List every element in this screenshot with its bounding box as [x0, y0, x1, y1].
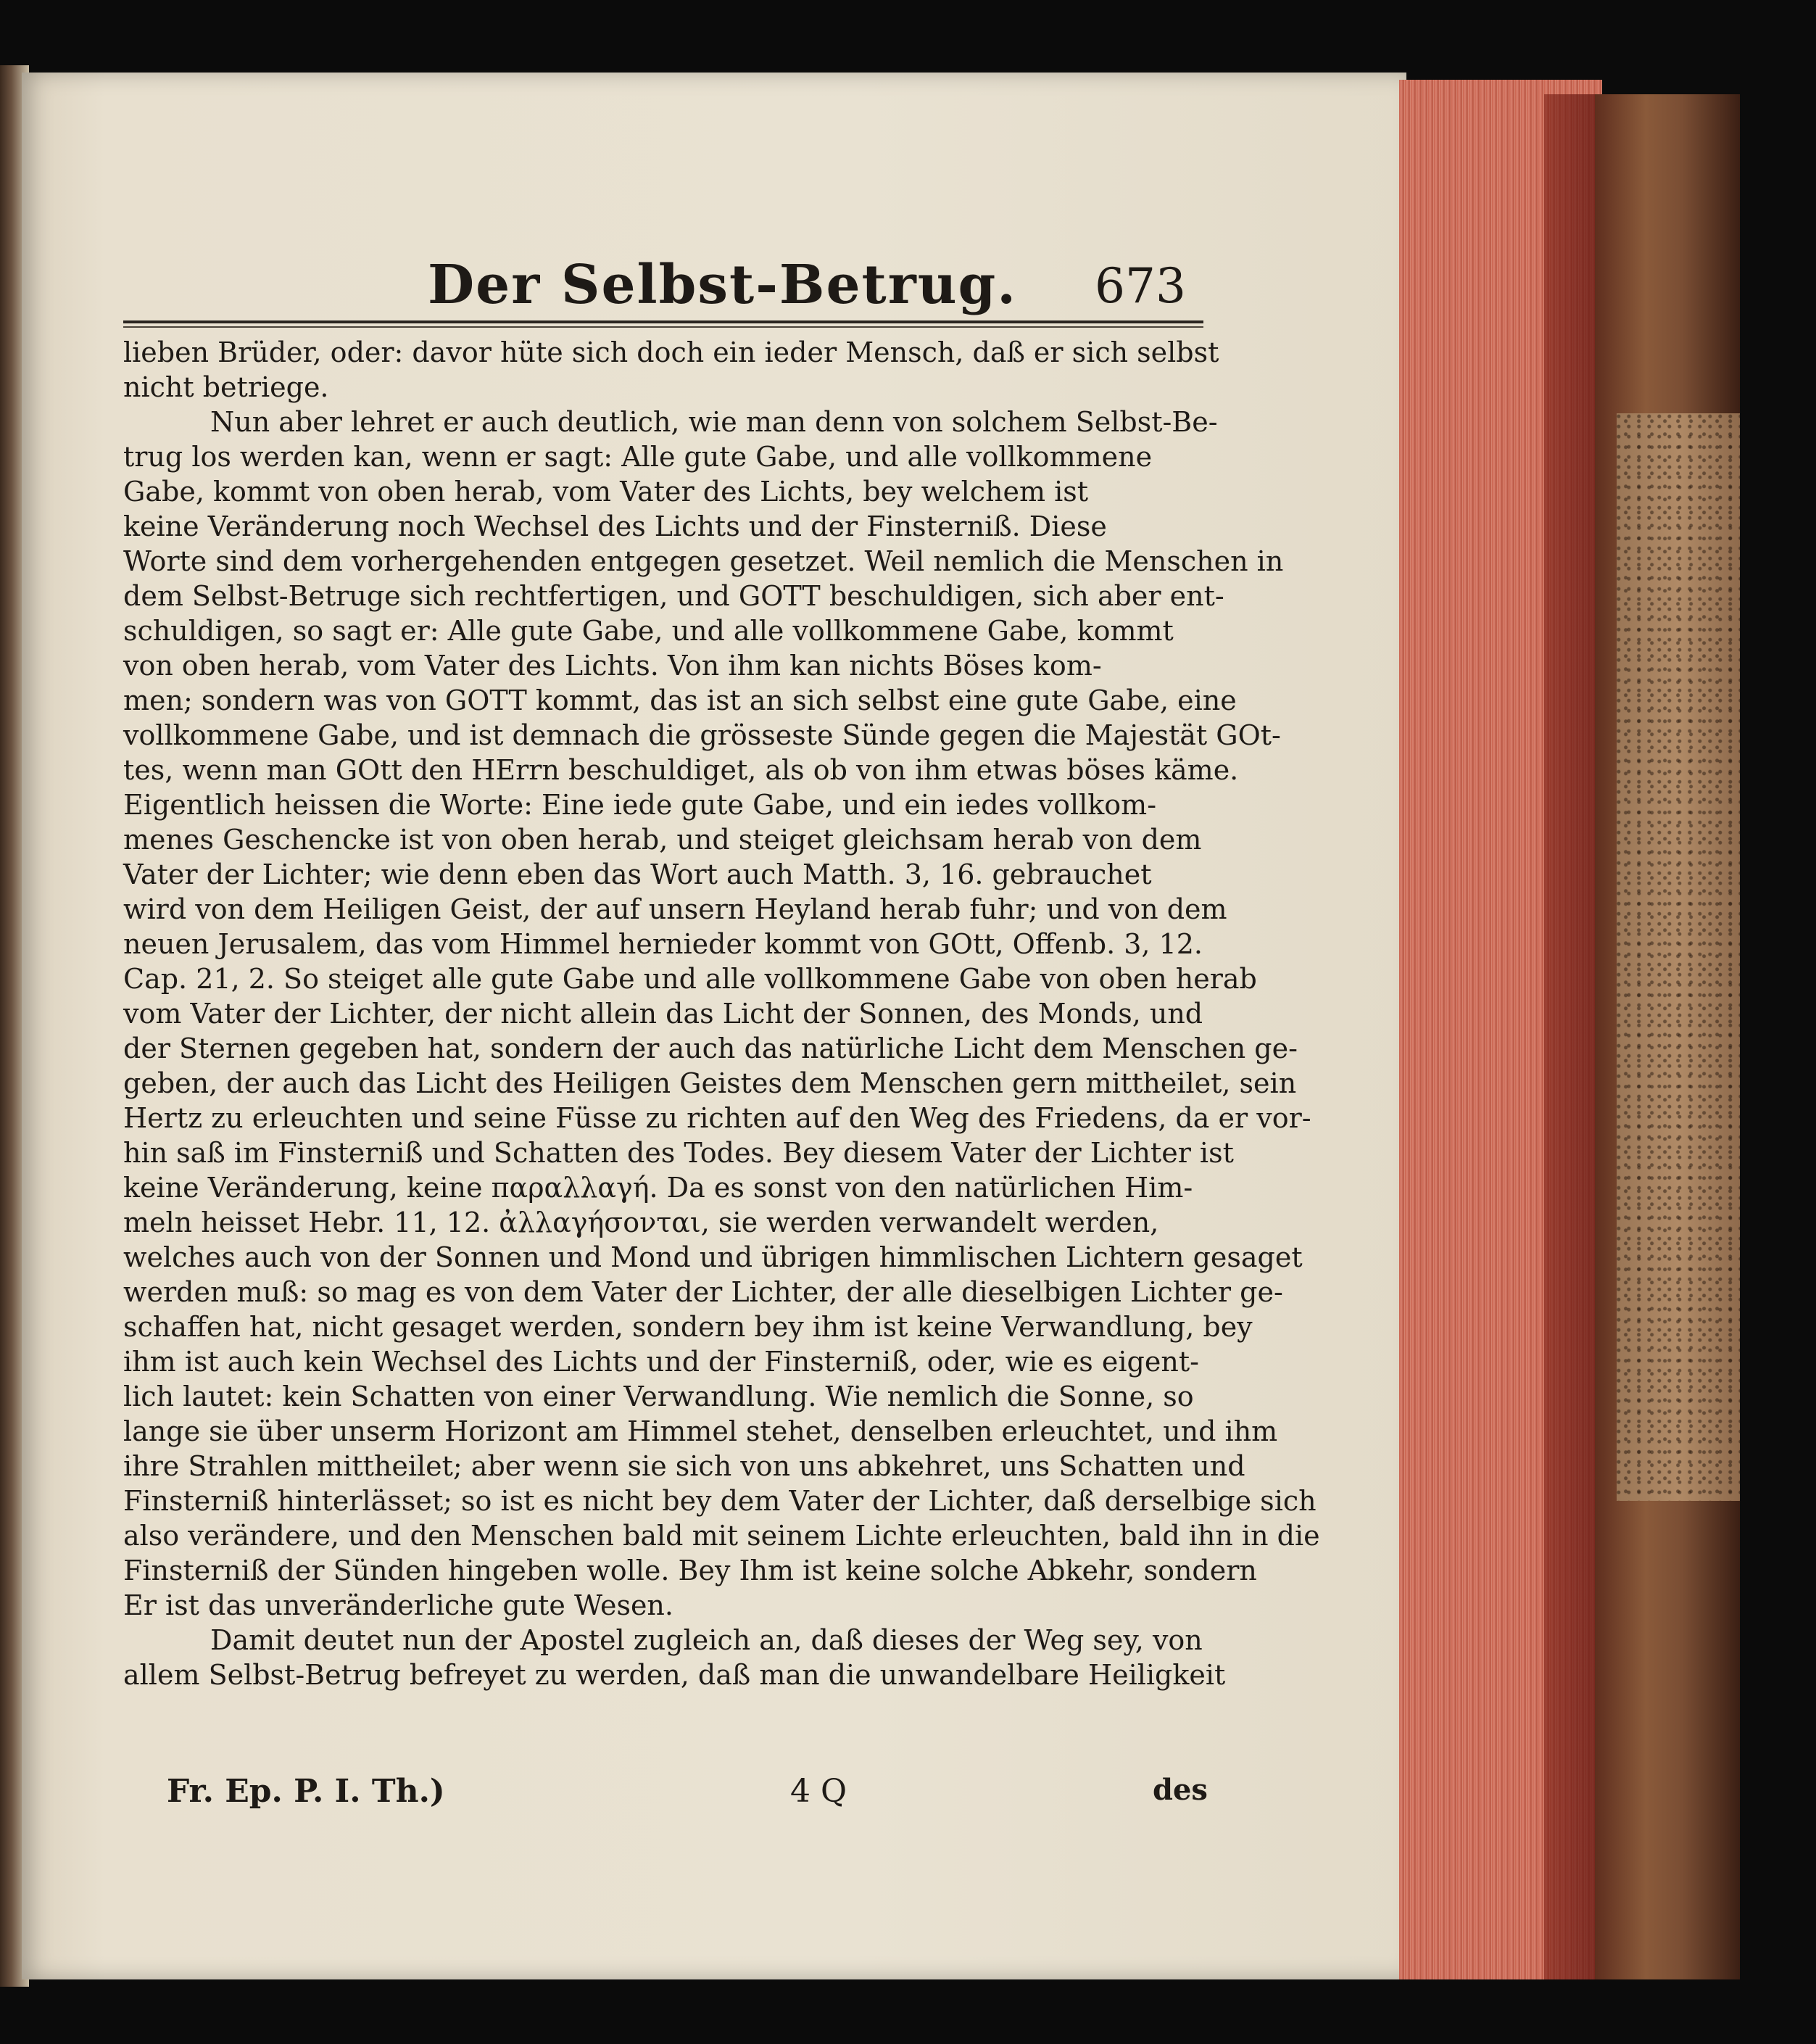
text-line: Damit deutet nun der Apostel zugleich an, daß dieses der Weg sey, von [210, 1624, 1203, 1656]
text-line: Er ist das unveränderliche gute Wesen. [123, 1589, 673, 1621]
text-line: Eigentlich heissen die Worte: Eine iede gute Gabe, und ein iedes vollkom- [123, 789, 1157, 821]
text-line: Hertz zu erleuchten und seine Füsse zu richten auf den Weg des Friedens, da er vor- [123, 1102, 1311, 1134]
header-rule-thin [123, 326, 1203, 328]
text-line: Vater der Lichter; wie denn eben das Wort auch Matth. 3, 16. gebrauchet [123, 858, 1152, 890]
text-line: schaffen hat, nicht gesaget werden, sondern bey ihm ist keine Verwandlung, bey [123, 1311, 1253, 1343]
gathering-mark: 4 Q [790, 1773, 847, 1810]
text-line: keine Veränderung noch Wechsel des Lichts und der Finsterniß. Diese [123, 510, 1107, 542]
text-line: ihre Strahlen mittheilet; aber wenn sie sich von uns abkehret, uns Schatten und [123, 1450, 1245, 1482]
text-line: Gabe, kommt von oben herab, vom Vater des Lichts, bey welchem ist [123, 476, 1089, 508]
text-line: nicht betriege. [123, 371, 329, 403]
text-line: Finsterniß hinterlässet; so ist es nicht bey dem Vater der Lichter, daß derselbige sich [123, 1485, 1317, 1517]
text-line: meln heisset Hebr. 11, 12. ἀλλαγήσονται, sie werden verwandelt werden, [123, 1207, 1159, 1238]
text-line: Nun aber lehret er auch deutlich, wie man denn von solchem Selbst-Be- [210, 406, 1218, 438]
text-line: vom Vater der Lichter, der nicht allein das Licht der Sonnen, des Monds, und [123, 998, 1203, 1030]
text-line: geben, der auch das Licht des Heiligen Geistes dem Menschen gern mittheilet, sein [123, 1067, 1297, 1099]
text-line: hin saß im Finsterniß und Schatten des Todes. Bey diesem Vater der Lichter ist [123, 1137, 1234, 1169]
page-header [123, 254, 1211, 323]
text-line: menes Geschencke ist von oben herab, und steiget gleichsam herab von dem [123, 824, 1202, 856]
text-line: schuldigen, so sagt er: Alle gute Gabe, und alle vollkommene Gabe, kommt [123, 615, 1174, 647]
text-line: lange sie über unserm Horizont am Himmel stehet, denselben erleuchtet, und ihm [123, 1415, 1278, 1447]
text-line: tes, wenn man GOtt den HErrn beschuldiget, als ob von ihm etwas böses käme. [123, 754, 1239, 786]
text-line: lich lautet: kein Schatten von einer Verwandlung. Wie nemlich die Sonne, so [123, 1381, 1194, 1412]
book [0, 51, 1740, 2008]
text-line: Worte sind dem vorhergehenden entgegen gesetzet. Weil nemlich die Menschen in [123, 545, 1284, 577]
catchword: des [1153, 1773, 1208, 1807]
text-line: also verändere, und den Menschen bald mit seinem Lichte erleuchten, bald ihn in die [123, 1520, 1320, 1552]
text-line: vollkommene Gabe, und ist demnach die grösseste Sünde gegen die Majestät GOt- [123, 719, 1281, 751]
text-line: Finsterniß der Sünden hingeben wolle. Bey Ihm ist keine solche Abkehr, sondern [123, 1555, 1257, 1586]
text-line: ihm ist auch kein Wechsel des Lichts und der Finsterniß, oder, wie es eigent- [123, 1346, 1199, 1378]
text-line: von oben herab, vom Vater des Lichts. Von ihm kan nichts Böses kom- [123, 650, 1102, 682]
book-page [22, 73, 1406, 1979]
signature-mark: Fr. Ep. P. I. Th.) [167, 1773, 445, 1810]
text-line: keine Veränderung, keine παραλλαγή. Da es sonst von den natürlichen Him- [123, 1172, 1193, 1204]
text-line: werden muß: so mag es von dem Vater der Lichter, der alle dieselbigen Lichter ge- [123, 1276, 1283, 1308]
running-title: Der Selbst-Betrug. [428, 254, 1018, 316]
page-footer [123, 1773, 1211, 1824]
text-line: men; sondern was von GOTT kommt, das ist an sich selbst eine gute Gabe, eine [123, 684, 1237, 716]
text-line: der Sternen gegeben hat, sondern der auch das natürliche Licht dem Menschen ge- [123, 1033, 1298, 1064]
header-rule [123, 320, 1203, 323]
text-line: wird von dem Heiligen Geist, der auf unsern Heyland herab fuhr; und von dem [123, 893, 1227, 925]
text-line: dem Selbst-Betruge sich rechtfertigen, und GOTT beschuldigen, sich aber ent- [123, 580, 1224, 612]
text-line: lieben Brüder, oder: davor hüte sich doch ein ieder Mensch, daß er sich selbst [123, 336, 1219, 368]
text-line: allem Selbst-Betrug befreyet zu werden, daß man die unwandelbare Heiligkeit [123, 1659, 1226, 1691]
text-line: neuen Jerusalem, das vom Himmel hernieder kommt von GOtt, Offenb. 3, 12. [123, 928, 1203, 960]
text-line: trug los werden kan, wenn er sagt: Alle gute Gabe, und alle vollkommene [123, 441, 1153, 473]
text-line: welches auch von der Sonnen und Mond und übrigen himmlischen Lichtern gesaget [123, 1241, 1303, 1273]
text-line: Cap. 21, 2. So steiget alle gute Gabe und alle vollkommene Gabe von oben herab [123, 963, 1257, 995]
cover-marbling [1617, 413, 1740, 1501]
page-number: 673 [1095, 258, 1186, 314]
